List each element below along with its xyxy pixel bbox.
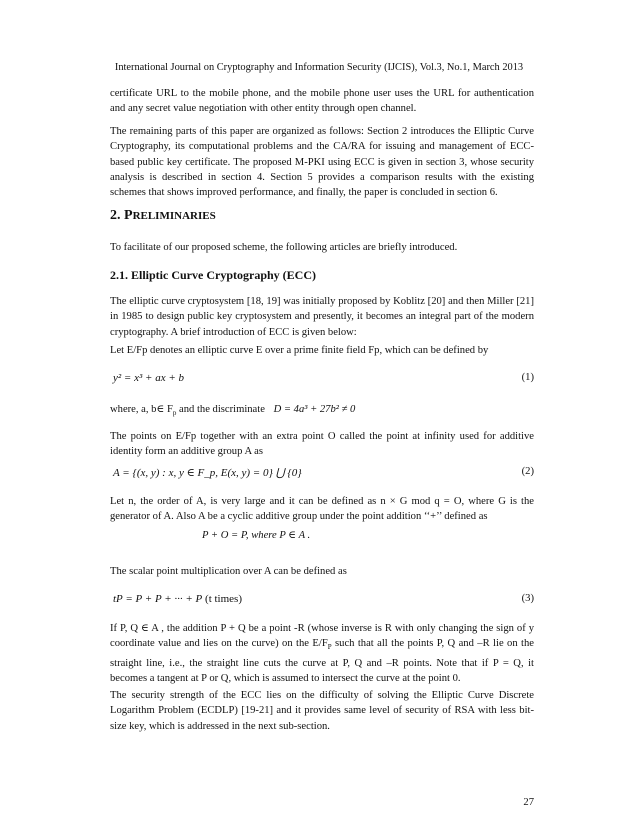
where-text: where, a, b∈ F	[110, 404, 173, 415]
paragraph-organization: The remaining parts of this paper are organized as follows: Section 2 introduces the Elliptic Curve Cryptography, its computational problems and the CA/RA for issuing and management of ECC-based public key certificate. The proposed M-PKI using ECC is given in section 3, whose security analysis is described in section 4. Section 5 provides a comparison results with the existing schemes that shows improved performance, and finally, the paper is concluded in section 6.	[110, 126, 534, 199]
equation-2-number: (2)	[521, 466, 534, 477]
paragraph-order: Let n, the order of A, is very large and it can be defined as n × G mod q = O, where G is the generator of A. Also A be a cyclic additive group under the point addition ‘‘+’’ defined as	[110, 496, 534, 523]
equation-2: A = {(x, y) : x, y ∈ F_p, E(x, y) = 0} ⋃ {0}	[113, 467, 302, 479]
addition-text-b: such that all the points P, Q and –R lie on the straight line, i.e., the straight line cuts the curve at P, Q and –R points. Note that if P = Q, it becomes a tangent at P or Q, which is assumed to intersect the curve at the point 0.	[110, 638, 534, 684]
paragraph-facilitate: To facilitate of our proposed scheme, the following articles are briefly introduced.	[110, 242, 458, 253]
paragraph-points: The points on E/Fp together with an extra point O called the point at infinity used for additive identity form an additive group A as	[110, 431, 534, 458]
paragraph-intro-end: certificate URL to the mobile phone, and the mobile phone user uses the URL for authentication and any secret value negotiation with other entity through open channel.	[110, 88, 534, 115]
where-rest: and the discriminate	[176, 404, 265, 415]
section-title-smallcaps: RELIMINARIES	[132, 210, 216, 222]
identity-rule: P + O = P, where P ∈ A .	[202, 530, 311, 541]
equation-3-formula: tP = P + P + ··· + P	[113, 593, 203, 605]
where-subscript: p	[172, 409, 177, 418]
paragraph-scalar: The scalar point multiplication over A can be defined as	[110, 566, 347, 577]
addition-text-a: If P, Q ∈ A , the addition P + Q be a point -R (whose inverse is R with only changing the sign of y coordinate value and lies on the curve) on the E/F	[110, 623, 534, 650]
discriminant-formula: D = 4a³ + 27b² ≠ 0	[273, 404, 356, 415]
paragraph-point-addition	[110, 621, 534, 686]
equation-3-number: (3)	[521, 593, 534, 604]
where-clause	[110, 403, 355, 417]
addition-subscript: P	[327, 643, 332, 652]
paragraph-curve-definition: Let E/Fp denotes an elliptic curve E over a prime finite field Fp, which can be defined by	[110, 345, 489, 356]
equation-3	[113, 593, 242, 605]
equation-1-number: (1)	[521, 372, 534, 383]
paragraph-ecc-history: The elliptic curve cryptosystem [18, 19] was initially proposed by Koblitz [20] and then Miller [21] in 1985 to design public key cryptosystem and presently, it becomes an integral part of the modern cryptography. A brief introduction of ECC is given below:	[110, 296, 534, 338]
running-header: International Journal on Cryptography and Information Security (IJCIS), Vol.3, No.1, March 2013	[114, 62, 524, 73]
section-heading-preliminaries	[110, 208, 216, 224]
subsection-heading-ecc: 2.1. Elliptic Curve Cryptography (ECC)	[110, 268, 316, 282]
equation-1: y² = x³ + ax + b	[113, 372, 185, 384]
page-number: 27	[523, 797, 534, 808]
equation-3-note: (t times)	[202, 593, 242, 605]
paragraph-security: The security strength of the ECC lies on the difficulty of solving the Elliptic Curve Discrete Logarithm Problem (ECDLP) [19-21] and it provides same level of security of RSA with less bit-size key, which is addressed in the next sub-section.	[110, 690, 534, 732]
section-number: 2. P	[110, 208, 133, 223]
